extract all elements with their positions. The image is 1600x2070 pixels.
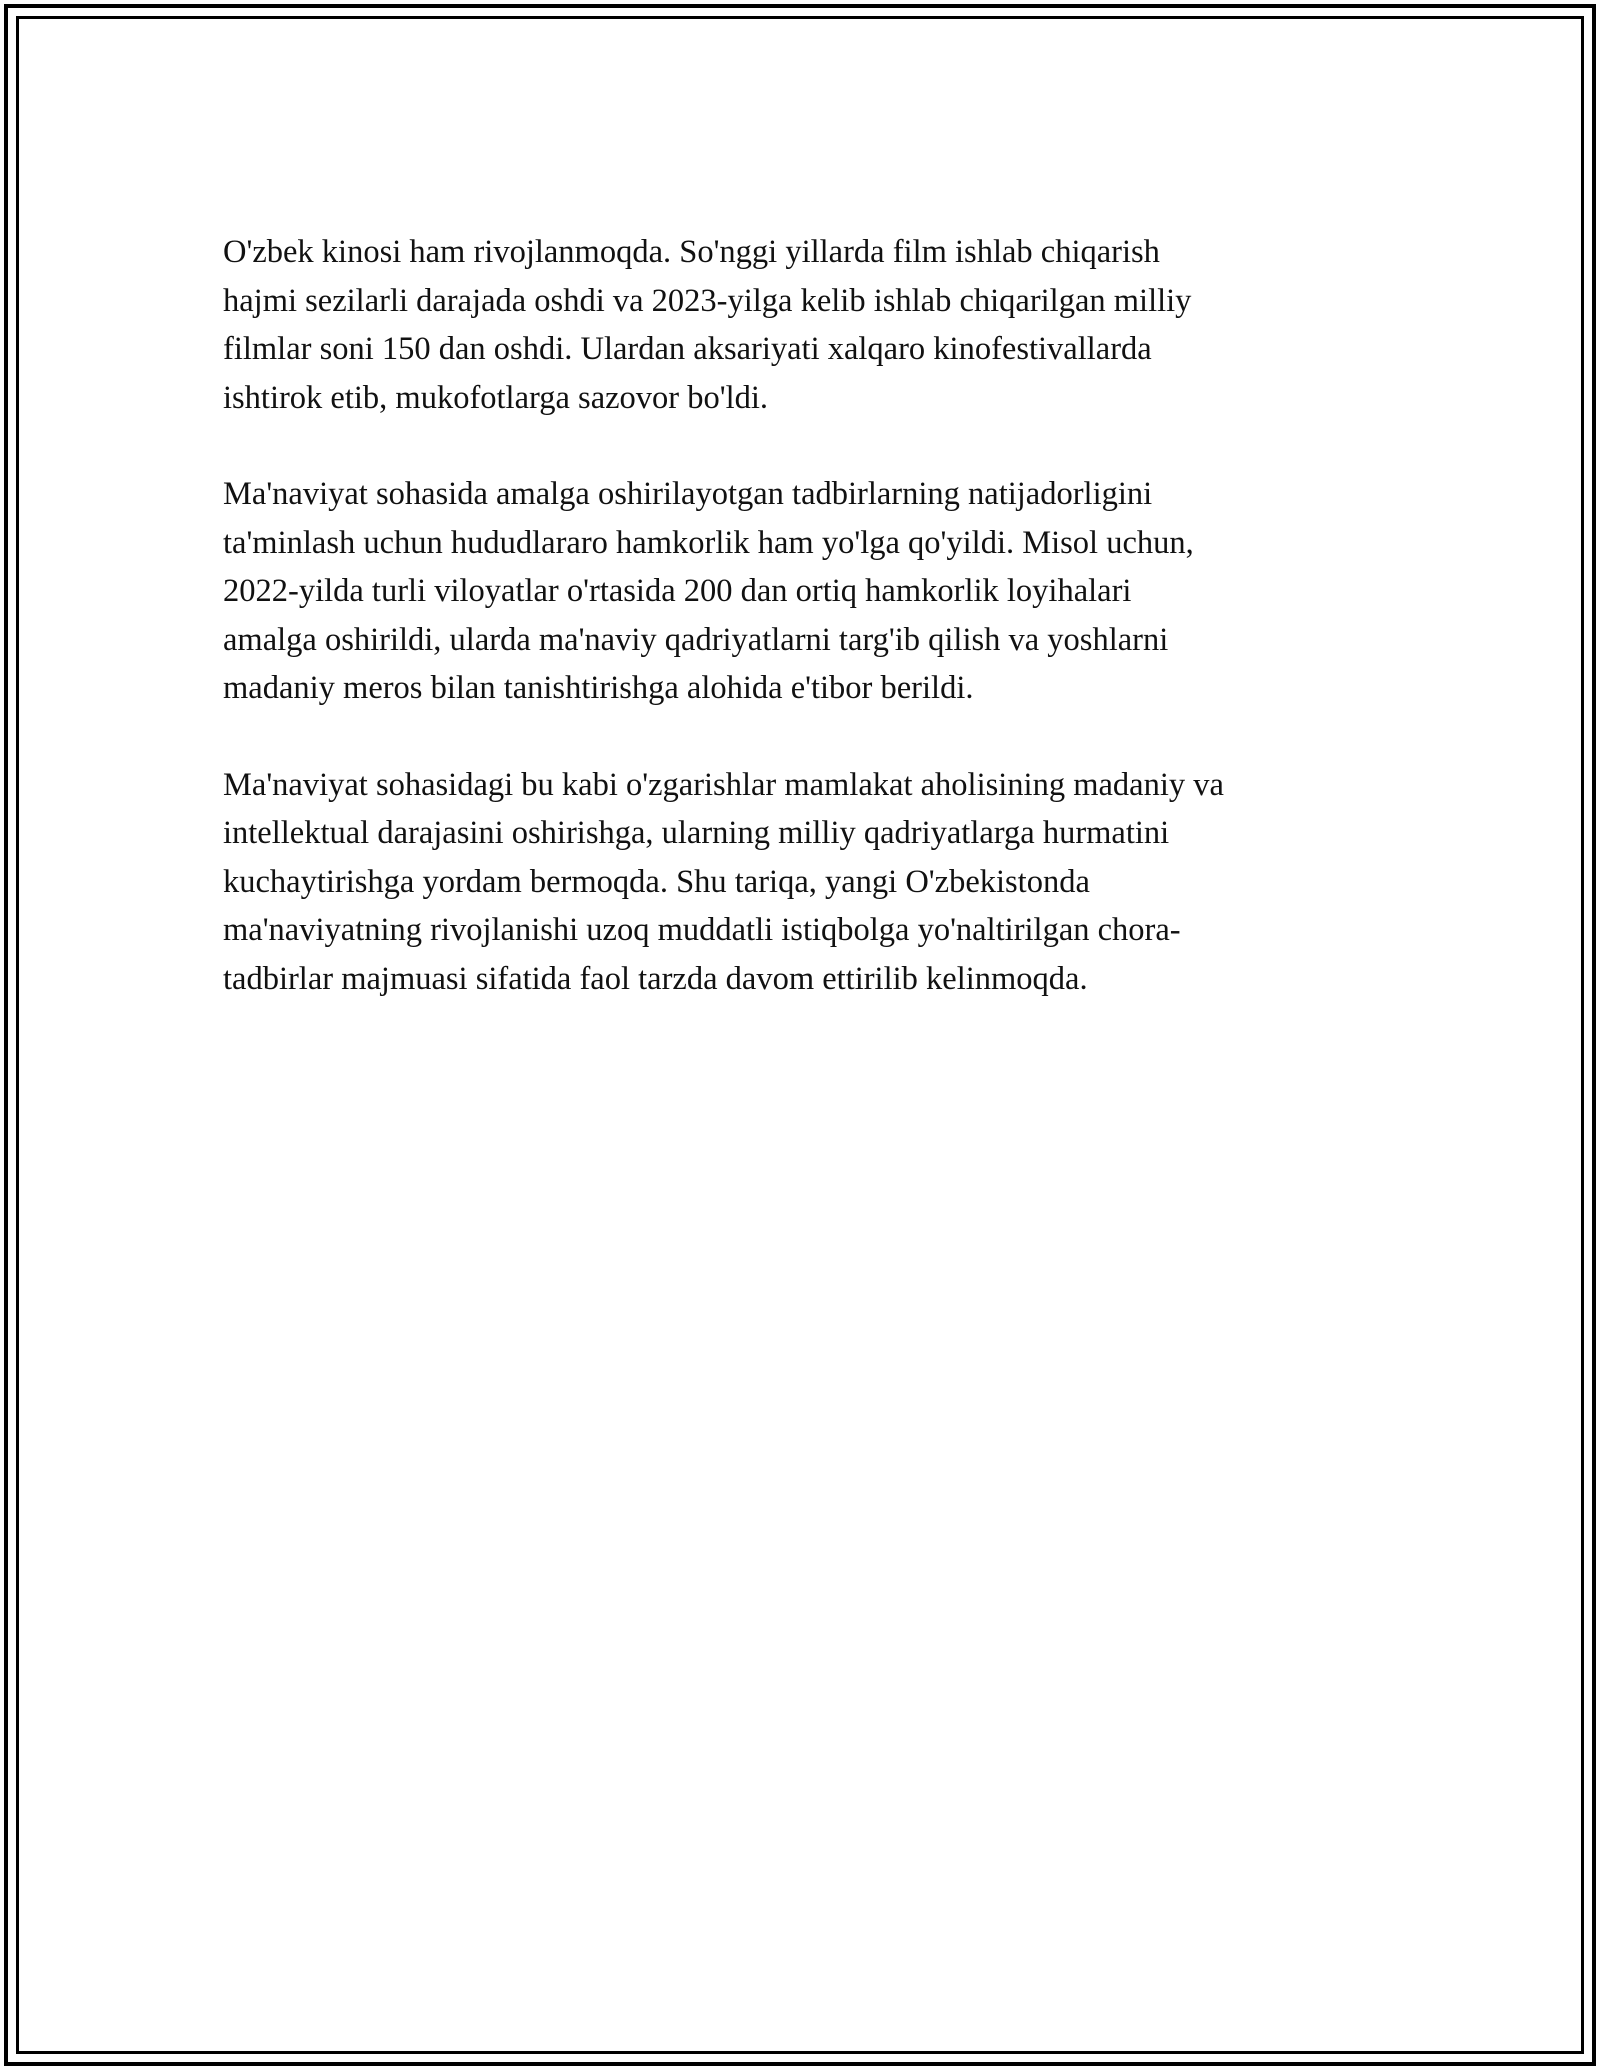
text-line: hajmi sezilarli darajada oshdi va 2023-yilga kelib ishlab chiqarilgan milliy [223,282,1192,319]
document-body [223,228,1403,1051]
paragraph-cinema [223,228,1403,422]
text-line: filmlar soni 150 dan oshdi. Ulardan aksariyati xalqaro kinofestivallarda [223,331,1152,367]
text-line: ishtirok etib, mukofotlarga sazovor bo'ldi. [223,379,769,416]
paragraph-regional-cooperation [223,470,1403,713]
text-line: ta'minlash uchun hududlararo hamkorlik ham yo'lga qo'yildi. Misol uchun, [223,524,1194,561]
text-line: kuchaytirishga yordam bermoqda. Shu tariqa, yangi O'zbekistonda [223,863,1090,900]
text-line: Ma'naviyat sohasida amalga oshirilayotgan tadbirlarning natijadorligini [223,476,1153,512]
text-line: tadbirlar majmuasi sifatida faol tarzda davom ettirilib kelinmoqda. [223,960,1088,997]
paragraph-conclusion [223,761,1403,1004]
text-line: ma'naviyatning rivojlanishi uzoq muddatli istiqbolga yo'naltirilgan chora- [223,912,1181,948]
text-line: Ma'naviyat sohasidagi bu kabi o'zgarishlar mamlakat aholisining madaniy va [223,766,1224,803]
text-line: intellektual darajasini oshirishga, ularning milliy qadriyatlarga hurmatini [223,815,1170,851]
text-line: madaniy meros bilan tanishtirishga alohida e'tibor berildi. [223,670,974,706]
text-line: O'zbek kinosi ham rivojlanmoqda. So'nggi yillarda film ishlab chiqarish [223,234,1160,270]
text-line: amalga oshirildi, ularda ma'naviy qadriyatlarni targ'ib qilish va yoshlarni [223,621,1169,658]
text-line: 2022-yilda turli viloyatlar o'rtasida 200 dan ortiq hamkorlik loyihalari [223,573,1132,609]
